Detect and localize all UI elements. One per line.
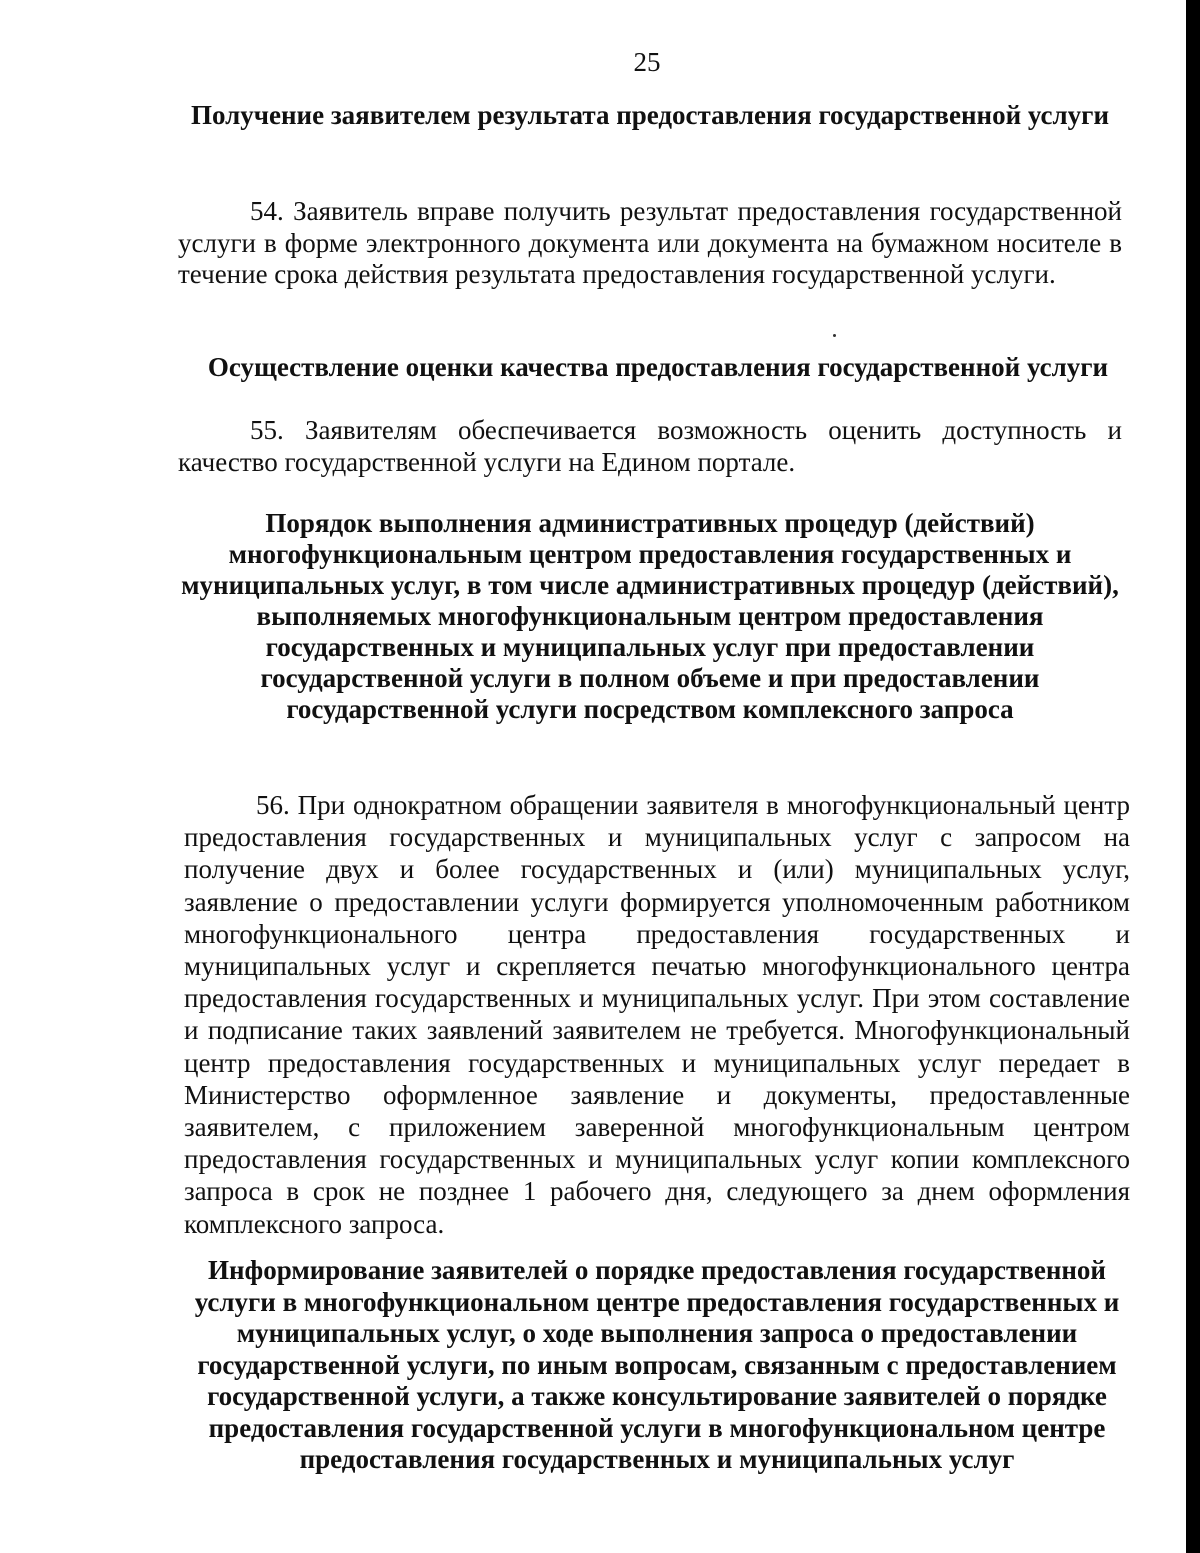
page-number: 25 <box>633 47 661 77</box>
section-heading-mfc-procedures: Порядок выполнения административных процедур (действий) многофункциональным центром предоставления государственных и муниципальных услуг, в том числе административных процедур (действий), выполняемых многофункциональным центром предоставления государственных и муниципальных услуг при предоставлении государственной услуги в полном объеме и при предоставлении государственной услуги посредством комплексного запроса <box>181 508 1119 724</box>
paragraph-55: 55. Заявителям обеспечивается возможность оценить доступность и качество государственной услуги на Едином портале. <box>178 415 1122 477</box>
paragraph-56: 56. При однократном обращении заявителя в многофункциональный центр предоставления государственных и муниципальных услуг с запросом на получение двух и более государственных и (или) муниципальных услуг, заявление о предоставлении услуги формируется уполномоченным работником многофункционального центра предоставления государственных и муниципальных услуг и скрепляется печатью многофункционального центра предоставления государственных и муниципальных услуг. При этом составление и подписание таких заявлений заявителем не требуется. Многофункциональный центр предоставления государственных и муниципальных услуг передает в Министерство оформленное заявление и документы, предоставленные заявителем, с приложением заверенной многофункциональным центром предоставления государственных и муниципальных услуг копии комплексного запроса в срок не позднее 1 рабочего дня, следующего за днем оформления комплексного запроса. <box>184 790 1130 1239</box>
section-heading-informing: Информирование заявителей о порядке предоставления государственной услуги в многофункциональном центре предоставления государственных и муниципальных услуг, о ходе выполнения запроса о предоставлении государственной услуги, по иным вопросам, связанным с предоставлением государственной услуги, а также консультирование заявителей о порядке предоставления государственной услуги в многофункциональном центре предоставления государственных и муниципальных услуг <box>194 1255 1120 1474</box>
scan-border <box>1186 0 1200 1553</box>
section-heading-quality: Осуществление оценки качества предоставления государственной услуги <box>207 352 1109 382</box>
paragraph-54: 54. Заявитель вправе получить результат предоставления государственной услуги в форме электронного документа или документа на бумажном носителе в течение срока действия результата предоставления государственной услуги. <box>178 196 1122 289</box>
scan-speck <box>833 334 836 337</box>
section-heading-result: Получение заявителем результата предоставления государственной услуги <box>190 100 1109 130</box>
